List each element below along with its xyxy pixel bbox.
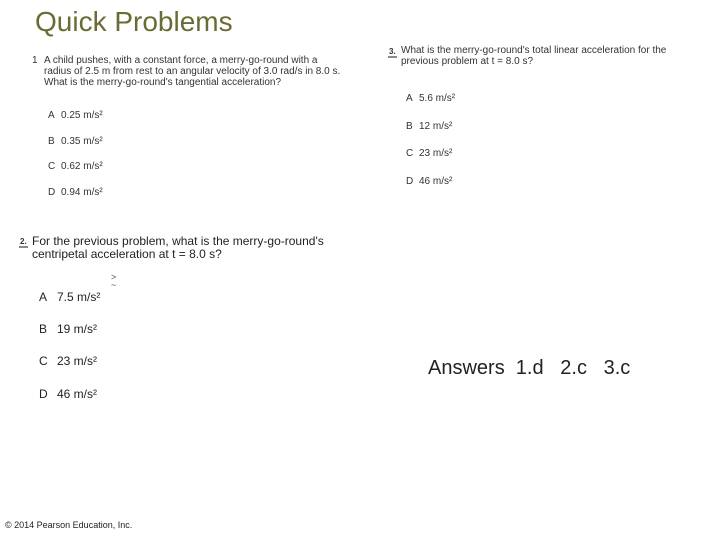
option-a[interactable] bbox=[39, 290, 100, 304]
question-number: 2. bbox=[20, 237, 27, 246]
option-letter: A bbox=[406, 93, 413, 104]
question-number: 3. bbox=[389, 47, 396, 56]
option-letter: B bbox=[48, 136, 55, 147]
option-c[interactable] bbox=[39, 354, 97, 368]
option-letter: B bbox=[406, 121, 413, 132]
option-text: 46 m/s² bbox=[57, 387, 98, 401]
option-text: 46 m/s² bbox=[419, 176, 453, 187]
option-letter: C bbox=[39, 354, 48, 368]
question-line: previous problem at t = 8.0 s? bbox=[401, 56, 534, 67]
option-letter: B bbox=[39, 322, 48, 336]
option-letter: D bbox=[48, 187, 56, 198]
answers-text: Answers 1.d 2.c 3.c bbox=[428, 357, 631, 379]
option-text: 0.94 m/s² bbox=[61, 187, 103, 198]
option-a[interactable] bbox=[406, 93, 455, 104]
option-text: 23 m/s² bbox=[419, 148, 453, 159]
option-letter: D bbox=[406, 176, 414, 187]
option-text: 0.25 m/s² bbox=[61, 110, 103, 121]
question-text bbox=[32, 235, 324, 261]
option-b[interactable] bbox=[48, 136, 103, 147]
option-c[interactable] bbox=[406, 148, 452, 159]
question-line: What is the merry-go-round's total linear acceleration for the bbox=[401, 45, 667, 56]
question-line: What is the merry-go-round's tangential acceleration? bbox=[44, 77, 282, 88]
option-text: 5.6 m/s² bbox=[419, 93, 456, 104]
option-letter: C bbox=[406, 148, 414, 159]
question-number: 1 bbox=[32, 55, 38, 66]
option-letter: A bbox=[39, 290, 48, 304]
question-line: For the previous problem, what is the merry-go-round's bbox=[32, 234, 324, 248]
question-line: radius of 2.5 m from rest to an angular velocity of 3.0 rad/s in 8.0 s. bbox=[44, 66, 341, 77]
option-d[interactable] bbox=[406, 176, 452, 187]
page-title: Quick Problems bbox=[35, 6, 233, 37]
option-letter: D bbox=[39, 387, 48, 401]
option-d[interactable] bbox=[48, 187, 103, 198]
question-text bbox=[44, 55, 340, 88]
question-line: centripetal acceleration at t = 8.0 s? bbox=[32, 247, 222, 261]
option-text: 0.35 m/s² bbox=[61, 136, 103, 147]
option-text: 0.62 m/s² bbox=[61, 161, 103, 172]
question-line: A child pushes, with a constant force, a merry-go-round with a bbox=[44, 55, 318, 66]
option-b[interactable] bbox=[406, 121, 452, 132]
option-letter: C bbox=[48, 161, 56, 172]
option-text: 23 m/s² bbox=[57, 354, 98, 368]
option-c[interactable] bbox=[48, 161, 103, 172]
option-d[interactable] bbox=[39, 387, 97, 401]
option-text: 12 m/s² bbox=[419, 121, 453, 132]
question-text bbox=[401, 45, 666, 67]
option-text: 7.5 m/s² bbox=[57, 290, 101, 304]
option-text: 19 m/s² bbox=[57, 322, 98, 336]
option-a[interactable] bbox=[48, 110, 103, 121]
copyright-notice: © 2014 Pearson Education, Inc. bbox=[5, 520, 133, 530]
cursor-mark-icon: > ~ bbox=[111, 272, 117, 290]
option-letter: A bbox=[48, 110, 55, 121]
option-b[interactable] bbox=[39, 322, 97, 336]
